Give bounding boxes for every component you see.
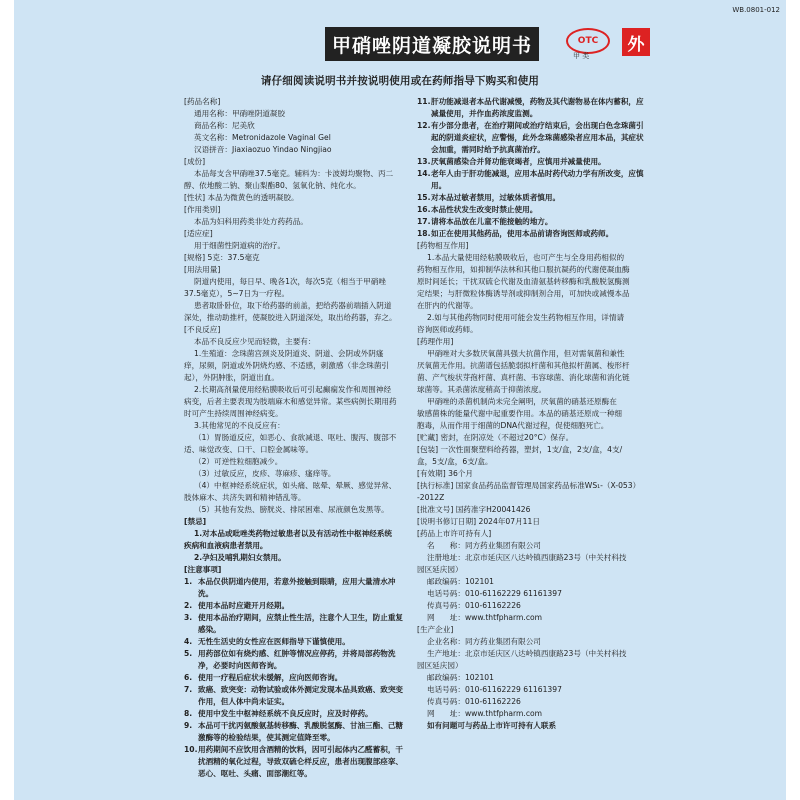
text-line: 2.长期高剂量使用经粘膜吸收后可引起癫痫发作和周围神经 xyxy=(194,385,392,394)
text-line: 胞毒，从而作用于细菌的DNA代谢过程，促使细胞死亡。 xyxy=(417,421,609,430)
text-line: 园区延庆园） xyxy=(417,565,463,574)
text-line: 网 址：www.thtfpharm.com xyxy=(427,709,543,718)
item-text: 厌氧菌感染合并肾功能衰竭者，应慎用并减量使用。 xyxy=(431,157,606,166)
section-heading: [用法用量] xyxy=(184,265,221,274)
text-line: 适、味觉改变、口干、口腔金属味等。 xyxy=(184,445,314,454)
section-heading: [药品名称] xyxy=(184,97,221,106)
item-number: 3. xyxy=(184,613,193,622)
numbered-item xyxy=(417,192,649,204)
numbered-item xyxy=(184,684,409,708)
leaflet-page xyxy=(14,0,786,800)
text-line: 在肝内的代谢等。 xyxy=(417,301,478,310)
section-heading: [批准文号] 国药准字H20041426 xyxy=(417,505,531,514)
section-heading: [注意事项] xyxy=(184,565,222,574)
text-line: 用于细菌性阴道病的治疗。 xyxy=(194,241,286,250)
numbered-item xyxy=(184,672,409,684)
section-heading: [生产企业] xyxy=(417,625,454,634)
numbered-item xyxy=(184,744,409,780)
text-line: 患者取卧卧位，取下给药器的前盖，把给药器前端插入阴道 xyxy=(194,301,392,310)
item-number: 2. xyxy=(184,601,193,610)
section-heading: [执行标准] 国家食品药品监督管理局国家药品标准WS₁-（X-053） xyxy=(417,481,641,490)
text-line: 传真号码：010-61162226 xyxy=(427,697,521,706)
item-text: 对本品过敏者禁用，过敏体质者慎用。 xyxy=(431,193,561,202)
text-line: 深处，推动助推杆，使凝胶进入阴道深处，取出给药器，弃之。 xyxy=(184,313,397,322)
text-line: 时可产生持续周围神经病变。 xyxy=(184,409,283,418)
item-number: 6. xyxy=(184,673,193,682)
text-line: （3）过敏反应，皮疹、荨麻疹、瘙痒等。 xyxy=(194,469,336,478)
text-line: 咨询医师或药师。 xyxy=(417,325,478,334)
item-number: 12. xyxy=(417,121,431,130)
numbered-item xyxy=(184,600,409,612)
item-text: 本品仅供阴道内使用，若意外接触到眼睛，应用大量清水冲洗。 xyxy=(198,577,396,598)
text-line: 阴道内使用，每日早、晚各1次，每次5克（相当于甲硝唑 xyxy=(194,277,386,286)
text-line: 厌氧菌无作用。抗菌谱包括脆弱拟杆菌和其他拟杆菌属、梭形杆 xyxy=(417,361,630,370)
section-heading: [禁忌] xyxy=(184,517,207,526)
item-number: 11. xyxy=(417,97,431,106)
section-heading: [性状] 本品为微黄色的透明凝胶。 xyxy=(184,193,299,202)
document-title: 甲硝唑阴道凝胶说明书 xyxy=(325,27,539,61)
external-use-badge: 外 xyxy=(622,28,650,56)
text-line: 病变，后者主要表现为肢端麻木和感觉异常。某些病例长期用药 xyxy=(184,397,397,406)
section-heading: [适应症] xyxy=(184,229,213,238)
text-line: 英文名称：Metronidazole Vaginal Gel xyxy=(194,133,331,142)
item-number: 5. xyxy=(184,649,193,658)
numbered-item xyxy=(417,120,649,156)
numbered-item xyxy=(184,636,409,648)
contact-note: 如有问题可与药品上市许可持有人联系 xyxy=(427,721,557,730)
text-line: （4）中枢神经系统症状，如头痛、眩晕、晕厥、感觉异常、 xyxy=(194,481,397,490)
text-line: 传真号码：010-61162226 xyxy=(427,601,521,610)
text-line: （2）可逆性粒细胞减少。 xyxy=(194,457,283,466)
text-line: 生产地址：北京市延庆区八达岭镇西康路23号（中关村科技 xyxy=(427,649,627,658)
section-heading: [包装] 一次性面聚塑料给药器，塑封，1支/盒，2支/盒，4支/ xyxy=(417,445,623,454)
text-line: 邮政编码：102101 xyxy=(427,577,494,586)
item-text: 使用中发生中枢神经系统不良反应时，应及时停药。 xyxy=(198,709,373,718)
text-line: 通用名称：甲硝唑阴道凝胶 xyxy=(194,109,286,118)
text-line: 痒，尿频，阴道或外阴烧灼感、不适感，刺激感（非念珠菌引 xyxy=(184,361,390,370)
text-line: 原时间延长；干扰双硫仑代谢及血清氨基转移酶和乳酸脱氢酶测 xyxy=(417,277,630,286)
section-heading: [规格] 5克：37.5毫克 xyxy=(184,253,260,262)
item-text: 致癌、致突变：动物试验或体外测定发现本品具致癌、致突变作用，但人体中尚未证实。 xyxy=(198,685,404,706)
section-heading: [作用类别] xyxy=(184,205,221,214)
text-line: 2.如与其他药物同时使用可能会发生药物相互作用，详情请 xyxy=(427,313,625,322)
section-heading: [说明书修订日期] 2024年07月11日 xyxy=(417,517,540,526)
text-line: 甲硝唑对大多数厌氧菌具强大抗菌作用，但对需氧菌和兼性 xyxy=(427,349,625,358)
section-heading: [成份] xyxy=(184,157,206,166)
item-text: 本品性状发生改变时禁止使用。 xyxy=(431,205,538,214)
left-column xyxy=(184,96,409,780)
text-line: 邮政编码：102101 xyxy=(427,673,494,682)
numbered-item xyxy=(184,648,409,672)
section-heading: [药品上市许可持有人] xyxy=(417,529,492,538)
section-heading: [不良反应] xyxy=(184,325,221,334)
numbered-item xyxy=(184,576,409,600)
otc-class-label: 甲 类 xyxy=(573,52,590,60)
item-text: 使用一疗程后症状未缓解，应向医师咨询。 xyxy=(198,673,343,682)
text-line: 疾病和血液病患者禁用。 xyxy=(184,541,268,550)
item-text: 使用本品时应避开月经期。 xyxy=(198,601,290,610)
item-number: 10. xyxy=(184,745,198,754)
text-line: 定结果；与肝微粒体酶诱导剂或抑制剂合用，可加快或减慢本品 xyxy=(417,289,630,298)
item-number: 13. xyxy=(417,157,431,166)
section-heading: [药物相互作用] xyxy=(417,241,469,250)
item-number: 16. xyxy=(417,205,431,214)
item-text: 使用本品治疗期间，应禁止性生活，注意个人卫生，防止重复感染。 xyxy=(198,613,404,634)
numbered-item xyxy=(184,612,409,636)
numbered-item xyxy=(417,228,649,240)
item-number: 7. xyxy=(184,685,193,694)
item-text: 无性生活史的女性应在医师指导下谨慎使用。 xyxy=(198,637,350,646)
section-heading: [有效期] 36个月 xyxy=(417,469,473,478)
item-number: 1. xyxy=(184,577,193,586)
section-heading: [贮藏] 密封，在阴凉处（不超过20°C）保存。 xyxy=(417,433,574,442)
text-line: 本品为妇科用药类非处方药药品。 xyxy=(194,217,308,226)
item-text: 本品可干扰丙氨酸氨基转移酶、乳酸脱氢酶、甘油三酯、己糖激酶等的检验结果，使其测定值降至零。 xyxy=(198,721,404,742)
item-number: 14. xyxy=(417,169,431,178)
text-line: 名 称：同方药业集团有限公司 xyxy=(427,541,541,550)
text-line: 注册地址：北京市延庆区八达岭镇西康路23号（中关村科技 xyxy=(427,553,627,562)
text-line: 甲硝唑的杀菌机制尚未完全阐明，厌氧菌的硝基还原酶在 xyxy=(427,397,617,406)
item-number: 8. xyxy=(184,709,193,718)
text-line: 2.孕妇及哺乳期妇女禁用。 xyxy=(194,553,286,562)
text-line: 1.对本品或吡唑类药物过敏患者以及有活动性中枢神经系统 xyxy=(194,529,393,538)
text-line: 园区延庆园） xyxy=(417,661,463,670)
text-line: 菌、产气梭状芽孢杆菌、真杆菌、韦容球菌、消化球菌和消化链 xyxy=(417,373,630,382)
section-heading: [药理作用] xyxy=(417,337,454,346)
text-line: 网 址：www.thtfpharm.com xyxy=(427,613,543,622)
text-line: 3.其他常见的不良反应有： xyxy=(194,421,285,430)
right-column xyxy=(417,96,649,732)
text-line: （5）其他有发热、膀胱炎、排尿困难、尿液颜色发黑等。 xyxy=(194,505,389,514)
text-line: （1）胃肠道反应，如恶心、食欲减退、呕吐、腹泻、腹部不 xyxy=(194,433,397,442)
item-text: 如正在使用其他药品，使用本品前请咨询医师或药师。 xyxy=(431,229,614,238)
text-line: 1.本品大量使用经粘膜吸收后，也可产生与全身用药相似的 xyxy=(427,253,625,262)
item-number: 9. xyxy=(184,721,193,730)
item-text: 老年人由于肝功能减退，应用本品时药代动力学有所改变，应慎用。 xyxy=(431,169,644,190)
text-line: 起），外阴肿胀，阴道出血。 xyxy=(184,373,279,382)
text-line: 商品名称：尼美欣 xyxy=(194,121,255,130)
numbered-item xyxy=(184,720,409,744)
numbered-item xyxy=(417,96,649,120)
item-text: 用药期间不应饮用含酒精的饮料，因可引起体内乙醛蓄积，干扰酒精的氧化过程，导致双硫仑样反应，患者出现腹部痉挛、恶心、呕吐、头痛、面部潮红等。 xyxy=(198,745,404,778)
usage-notice: 请仔细阅读说明书并按说明使用或在药师指导下购买和使用 xyxy=(260,75,540,87)
text-line: 电话号码：010-61162229 61161397 xyxy=(427,685,562,694)
item-text: 用药部位如有烧灼感、红肿等情况应停药，并将局部药物洗净，必要时向医师咨询。 xyxy=(198,649,396,670)
numbered-item xyxy=(417,156,649,168)
text-line: 本品每支含甲硝唑37.5毫克。辅料为：卡波姆均聚物、丙二 xyxy=(194,169,394,178)
text-line: 企业名称：同方药业集团有限公司 xyxy=(427,637,541,646)
otc-badge: OTC xyxy=(566,28,610,54)
text-line: 醇、依地酸二钠、聚山梨酯80、氢氧化钠、纯化水。 xyxy=(184,181,361,190)
text-line: 本品不良反应少见而轻微，主要有： xyxy=(194,337,316,346)
item-number: 17. xyxy=(417,217,431,226)
numbered-item xyxy=(417,216,649,228)
item-text: 请将本品放在儿童不能接触的地方。 xyxy=(431,217,553,226)
text-line: 汉语拼音：Jiaxiaozuo Yindao Ningjiao xyxy=(194,145,332,154)
item-number: 15. xyxy=(417,193,431,202)
item-text: 肝功能减退者本品代谢减慢，药物及其代谢物易在体内蓄积，应减量使用，并作血药浓度监测。 xyxy=(431,97,644,118)
item-number: 4. xyxy=(184,637,193,646)
text-line: -2012Z xyxy=(417,493,445,502)
item-number: 18. xyxy=(417,229,431,238)
text-line: 盒，5支/盒，6支/盒。 xyxy=(417,457,493,466)
numbered-item xyxy=(417,168,649,192)
item-text: 有少部分患者，在治疗期间或治疗结束后，会出现白色念珠菌引起的阴道炎症状，应警惕，此外念珠菌感染者应用本品，其症状会加重，需同时给予抗真菌治疗。 xyxy=(431,121,644,154)
numbered-item xyxy=(184,708,409,720)
text-line: 肢体麻木、共济失调和精神错乱等。 xyxy=(184,493,306,502)
text-line: 1.生殖道：念珠菌宫颈炎及阴道炎、阴道、会阴或外阴瘙 xyxy=(194,349,384,358)
text-line: 37.5毫克），5~7日为一疗程。 xyxy=(184,289,290,298)
text-line: 敏感菌株的能量代谢中起重要作用。本品的硝基还原成一种细 xyxy=(417,409,623,418)
text-line: 药物相互作用，如抑制华法林和其他口服抗凝药的代谢使凝血酶 xyxy=(417,265,630,274)
document-code: WB.0801-012 xyxy=(732,6,780,14)
text-line: 球菌等。其杀菌浓度稍高于抑菌浓度。 xyxy=(417,385,547,394)
text-line: 电话号码：010-61162229 61161397 xyxy=(427,589,562,598)
numbered-item xyxy=(417,204,649,216)
